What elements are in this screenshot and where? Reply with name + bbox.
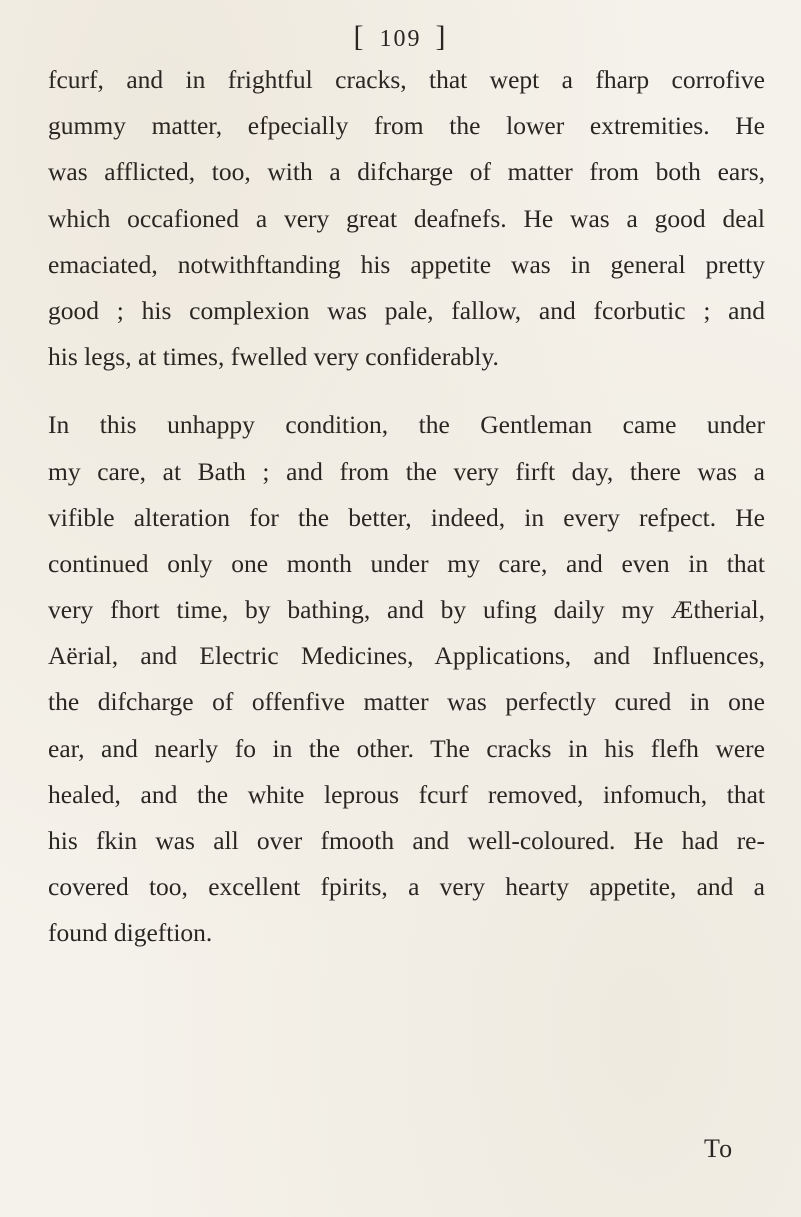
paragraph-2 <box>48 402 765 956</box>
page-header <box>0 17 801 59</box>
header-bracket-close: ] <box>435 20 448 53</box>
text-line: my care, at Bath ; and from the very firft day, there was a <box>48 456 765 486</box>
text-line: continued only one month under my care, and even in that <box>48 548 765 578</box>
text-line: fcurf, and in frightful cracks, that wept a fharp corrofive <box>48 65 765 94</box>
text-line: healed, and the white leprous fcurf removed, infomuch, that <box>48 779 765 809</box>
text-line: emaciated, notwithftanding his appetite was in general pretty <box>48 249 765 279</box>
catchword: To <box>704 1134 734 1163</box>
text-line: was afflicted, too, with a difcharge of matter from both ears, <box>48 157 765 187</box>
paragraph-1 <box>48 57 765 380</box>
page-number: 109 <box>379 26 422 52</box>
text-line: good ; his complexion was pale, fallow, and fcorbutic ; and <box>48 295 765 325</box>
text-line: which occafioned a very great deafnefs. He was a good deal <box>48 203 765 233</box>
text-line: his legs, at times, fwelled very confiderably. <box>48 342 499 372</box>
text-line: very fhort time, by bathing, and by ufing daily my Ætherial, <box>48 595 765 625</box>
text-line: gummy matter, efpecially from the lower extremities. He <box>48 111 765 141</box>
text-line: Aërial, and Electric Medicines, Applications, and Influences, <box>48 641 765 671</box>
text-line: vifible alteration for the better, indeed, in every refpect. He <box>48 502 765 532</box>
paragraph-gap <box>48 380 765 402</box>
text-line: the difcharge of offenfive matter was perfectly cured in one <box>48 687 765 717</box>
text-line: found digeftion. <box>48 918 213 948</box>
text-line: his fkin was all over fmooth and well-coloured. He had re- <box>48 826 765 855</box>
text-line: In this unhappy condition, the Gentleman came under <box>48 410 765 440</box>
text-line: covered too, excellent fpirits, a very hearty appetite, and a <box>48 872 765 902</box>
text-line: ear, and nearly fo in the other. The cracks in his flefh were <box>48 733 765 763</box>
header-bracket-open: [ <box>353 20 366 53</box>
body-text <box>48 57 765 957</box>
